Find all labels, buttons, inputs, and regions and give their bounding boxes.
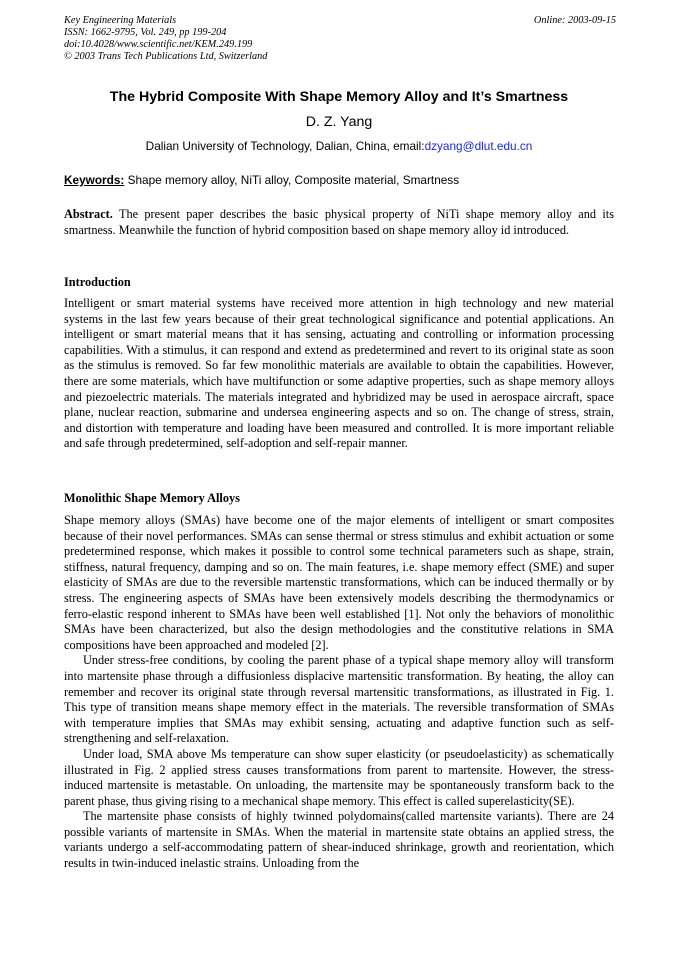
keywords-text: Shape memory alloy, NiTi alloy, Composite material, Smartness xyxy=(124,173,460,187)
monolithic-paragraph-1: Shape memory alloys (SMAs) have become one of the major elements of intelligent or smart composites because of their novel performances. SMAs can sense thermal or stress stimulus and exhibit actuation or some predetermined response, which makes it possible to control some technical parameters such as shape, strain, stiffness, natural frequency, damping and so on. The main features, i.e. shape memory effect (SME) and super elasticity of SMAs are due to the reversible martenstic transformations, which can be induced thermally or by stress. The engineering aspects of SMAs have been extensively models describing the thermodynamics or ferro-elastic respond inherent to SMAs have been well established [1]. Not only the behaviors of monolithic SMAs have been characterized, but also the design methodologies and the constitutive relations in SMA compositions have been approached and modeled [2]. xyxy=(64,513,614,652)
affiliation-text: Dalian University of Technology, Dalian, China, email: xyxy=(145,139,425,153)
copyright-line: © 2003 Trans Tech Publications Ltd, Switzerland xyxy=(64,51,268,62)
email-link[interactable]: dzyang@dlut.edu.cn xyxy=(424,139,533,153)
introduction-paragraph: Intelligent or smart material systems have received more attention in high technology and new material systems in the last few years because of their great technological significance and potential applications. An intelligent or smart material means that it has sensing, actuating and controlling or information processing capabilities. With a stimulus, it can respond and extend as predetermined and revert to its original state as soon as the stimulus is removed. So far few monolithic materials are available to obtain the capabilities. However, there are some materials, which have multifunction or some adaptive properties, such as shape memory alloys and piezoelectric materials. The materials integrated and hybridized may be used in aerospace aircraft, space plane, nuclear reaction, submarine and undersea engineering aspects and so on. The change of stress, strain, and distortion with temperature and loading have been measured and controlled. It is more important reliable and safe through predetermined, self-adoption and self-repair manner. xyxy=(64,296,614,451)
introduction-body xyxy=(64,296,614,452)
monolithic-paragraph-4: The martensite phase consists of highly twinned polydomains(called martensite variants). There are 24 possible variants of martensite in SMAs. When the material in martensite state obtains an applied stress, the variants undergo a self-accommodating pattern of shear-induced shrinkage, growth and reorientation, which results in twin-induced inelastic strains. Unloading from the xyxy=(64,809,614,871)
keywords xyxy=(64,173,459,187)
abstract-text: The present paper describes the basic physical property of NiTi shape memory alloy and its smartness. Meanwhile the function of hybrid composition based on shape memory alloy id introduced. xyxy=(64,207,614,237)
abstract-label: Abstract. xyxy=(64,207,113,221)
keywords-label: Keywords: xyxy=(64,173,125,187)
monolithic-paragraph-2: Under stress-free conditions, by cooling the parent phase of a typical shape memory alloy will transform into martensite phase through a diffusionless displacive martensitic transformation. By heating, the alloy can remember and recover its original state through reversal martensitic transformations, as illustrated in Fig. 1. This type of transition means shape memory effect in the materials. The reversible transformation of SMAs with temperature implies that SMAs may exhibit sensing, actuating and adaptive function such as self-strengthening and self-relaxation. xyxy=(64,653,614,746)
abstract xyxy=(64,207,614,238)
journal-header xyxy=(64,15,267,63)
issn-line: ISSN: 1662-9795, Vol. 249, pp 199-204 xyxy=(64,27,227,38)
journal-name: Key Engineering Materials xyxy=(64,15,177,26)
monolithic-paragraph-3: Under load, SMA above Ms temperature can show super elasticity (or pseudoelasticity) as schematically illustrated in Fig. 2 applied stress causes transformations from parent to martensite. However, the stress-induced martensite is metastable. On unloading, the martensite may be spontaneously transform back to the parent phase, thus giving rising to a mechanical shape memory. This effect is called superelasticity(SE). xyxy=(64,746,614,808)
doi-line: doi:10.4028/www.scientific.net/KEM.249.199 xyxy=(64,39,253,50)
monolithic-body xyxy=(64,513,614,872)
monolithic-heading: Monolithic Shape Memory Alloys xyxy=(64,491,240,505)
author-name: D. Z. Yang xyxy=(305,114,373,130)
paper-title: The Hybrid Composite With Shape Memory Alloy and It’s Smartness xyxy=(109,89,569,105)
online-date: Online: 2003-09-15 xyxy=(533,15,616,26)
introduction-heading: Introduction xyxy=(64,275,131,289)
affiliation xyxy=(0,139,678,153)
